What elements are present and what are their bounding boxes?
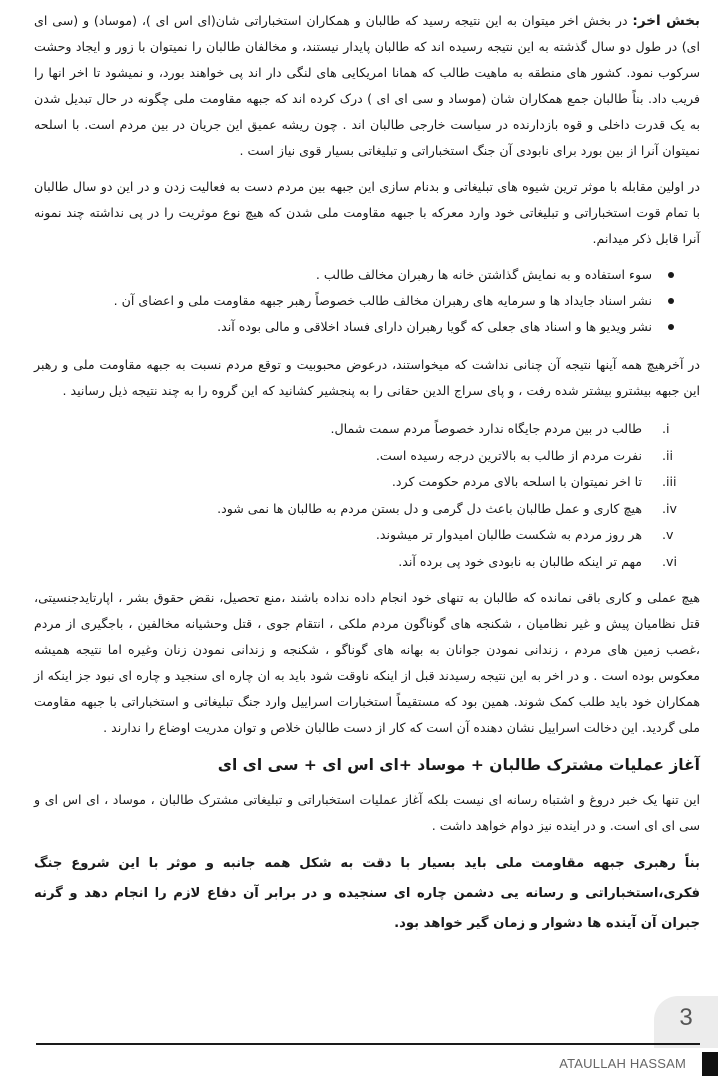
list-item bbox=[34, 288, 652, 314]
list-item bbox=[34, 496, 677, 523]
bullet-text: نشر اسناد جایداد ها و سرمایه های رهبران مخالف طالب خصوصاً رهبر جبهه مقاومت ملی و اعضای آن . bbox=[113, 293, 652, 308]
list-number: i. bbox=[662, 421, 670, 436]
list-number: vi. bbox=[662, 553, 677, 569]
paragraph-2: در اولین مقابله با موثر ترین شیوه های تبلیغاتی و بدنام سازی این جبهه بین مردم دست به فعالیت زدن و در این دو سال طالبان با تمام قوت استخباراتی و تبلیغاتی خود وارد معرکه با جبهه مقاومت ملی شدن که هیچ نوع موثریت را در پی نداشته چند نمونه آنرا قابل ذکر میدانم. bbox=[34, 179, 700, 246]
list-number: iv. bbox=[662, 500, 677, 516]
document-body bbox=[34, 8, 700, 939]
paragraph-5: این تنها یک خبر دروغ و اشتباه رسانه ای نیست بلکه آغاز عملیات استخباراتی و تبلیغاتی مشترک طالبان ، موساد ، ای اس ای و سی ای ای است. و در اینده نیز دوام خواهد داشت . bbox=[34, 792, 700, 833]
list-number: v. bbox=[662, 527, 674, 542]
footer-marker bbox=[702, 1052, 718, 1076]
page-number: 3 bbox=[679, 1004, 693, 1031]
list-item bbox=[34, 314, 652, 340]
list-number: ii. bbox=[662, 447, 674, 463]
list-number: iii. bbox=[662, 474, 677, 489]
list-item bbox=[34, 522, 674, 549]
intro-lead: بخش اخر: bbox=[632, 13, 700, 29]
list-text: طالب در بین مردم جایگاه ندارد خصوصاً مردم سمت شمال. bbox=[330, 421, 642, 436]
intro-text: در بخش اخر میتوان به این نتیجه رسید که طالبان و همکاران استخباراتی شان(ای اس ای )، (موساد) و (سی ای ای) در طول دو سال گذشته به این نتیجه رسیده اند که طالبان پایدار نیستند، و مخالفان طالبان را نمیتوان با زور و ایجاد وحشت سرکوب نمود. کشور های منطقه به ماهیت طالب که همانا امریکایی های لنگی دار اند پی خواهند بورد، و نمیشود تا اخر انها را فریب داد. بناً طالبان جمع همکاران شان (موساد و سی ای ای ) درک کرده اند که جبهه مقاومت ملی چگونه در حال تبدیل شدن به یک قدرت داخلی و قوه بازدارنده در سیاست خارجی طالبان اند . چون ریشه عمیق این جریان در بین مردم است. با اسلحه نمیتوان آنرا از بین بورد برای نابودی آن جنگ استخباراتی و تبلیغاتی بسیار قوی نیاز است . bbox=[34, 13, 700, 158]
list-item bbox=[34, 262, 652, 288]
bullet-icon bbox=[668, 298, 674, 304]
bullet-text: سوء استفاده و به نمایش گذاشتن خانه ها رهبران مخالف طالب . bbox=[315, 267, 652, 282]
section-heading: آغاز عملیات مشترک طالبان + موساد +ای اس ای + سی ای ای bbox=[217, 756, 700, 774]
intro-paragraph bbox=[34, 8, 700, 164]
list-item bbox=[34, 416, 670, 443]
list-text: هر روز مردم به شکست طالبان امیدوار تر میشوند. bbox=[375, 527, 642, 542]
list-text: نفرت مردم از طالب به بالاترین درجه رسیده است. bbox=[375, 447, 642, 463]
list-item bbox=[34, 549, 677, 576]
list-text: تا اخر نمیتوان با اسلحه بالای مردم حکومت کرد. bbox=[391, 474, 642, 489]
conclusion-paragraph: بناً رهبری جبهه مقاومت ملی باید بسیار با دقت به شکل همه جانبه و موثر با این شروع جنگ فکری،استخباراتی و رسانه یی دشمن چاره ای سنجیده و در برابر آن دفاع لازم را انجام دهد و گرنه جبران آن آینده ها دشوار و زمان گیر خواهد بود. bbox=[34, 856, 700, 931]
paragraph-3: در آخرهیچ همه آینها نتیجه آن چنانی نداشت که میخواستند، درعوض محبوبیت و توقع مردم نسبت به جبهه مقاومت ملی و رهبر این جبهه بیشترو بیشتر شده رفت ، و پای سراج الدین حقانی را به پنجشیر کشانید که این گروه را به چند نتیجه ذیل رسانید . bbox=[34, 357, 700, 398]
paragraph-4: هیچ عملی و کاری باقی نمانده که طالبان به تنهای خود انجام داده نداده باشند ،منع تحصیل، نقض حقوق بشر ، اپارتایدجنسیتی، قتل نظامیان پیش و غیر نظامیان ، شکنجه های گوناگون مردم ملکی ، انتقام جوی ، قتل وحشیانه مخالفین ، باجگیری از مردم ،غصب زمین های مردم ، زندانی نمودن جوانان به بهانه های گوناگو ، شکنجه و زندانی نمودن زنان وغیره اما نتیجه همیشه معکوس بوده است . و در اخر به این نتیجه رسیدند قبل از اینکه ناوقت شود باید به ان چاره ای سنجید و چاره ای نبود جز اینکه از همکاران خود باید طلب کمک شوند. همین بود که مستقیماً استخبارات اسراییل وارد جنگ تبلیغاتی و استخباراتی با جبهه مقاومت ملی گردید. این دخالت اسراییل نشان دهنده آن است که کار از دست طالبان خلاص و توان مدریت اوضاع را ندارند . bbox=[34, 590, 700, 735]
list-text: هیچ کاری و عمل طالبان باعث دل گرمی و دل بستن مردم به طالبان ها نمی شود. bbox=[217, 500, 642, 516]
bullet-icon bbox=[668, 272, 674, 278]
list-text: مهم تر اینکه طالبان به نابودی خود پی برده آند. bbox=[398, 553, 642, 569]
footer-divider bbox=[36, 1043, 700, 1045]
results-list bbox=[34, 416, 700, 575]
list-item bbox=[34, 469, 677, 496]
list-item bbox=[34, 443, 674, 470]
bullet-icon bbox=[668, 324, 674, 330]
footer-author: ATAULLAH HASSAM bbox=[559, 1056, 686, 1071]
bullet-list bbox=[34, 262, 700, 340]
bullet-text: نشر ویدیو ها و اسناد های جعلی که گویا رهبران دارای فساد اخلاقی و مالی بوده آند. bbox=[217, 319, 652, 334]
